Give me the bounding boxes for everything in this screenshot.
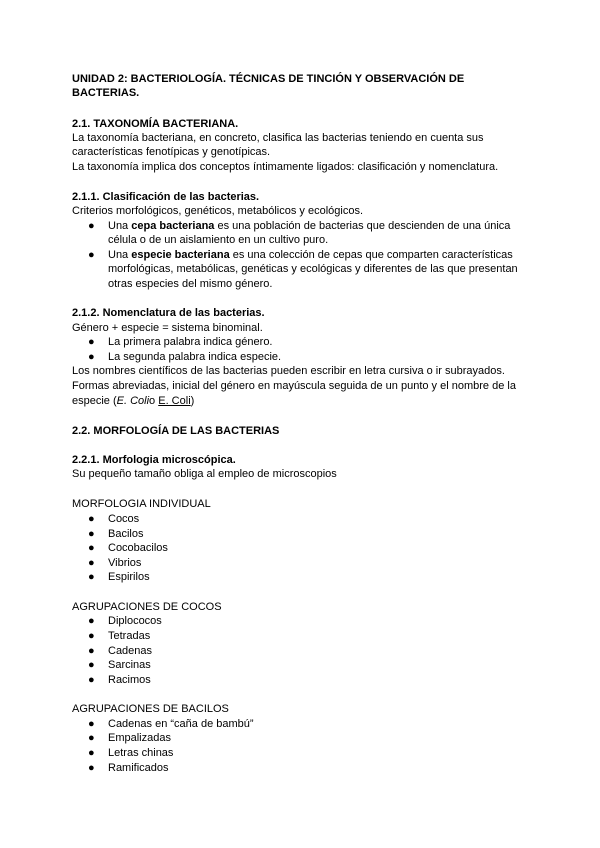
- bullet-icon: ●: [88, 571, 95, 583]
- bullet-icon: ●: [88, 351, 95, 363]
- bullet-icon: ●: [88, 542, 95, 554]
- s212-paragraph-line-2: Formas abreviadas, inicial del género en mayúscula seguida de un punto y el nombre de la: [72, 380, 516, 392]
- list-item: Empalizadas: [108, 732, 171, 744]
- bullet-icon: ●: [88, 249, 95, 261]
- s212-paragraph-line-1: Los nombres científicos de las bacterias pueden escribir en letra cursiva o ir subrayados.: [72, 365, 505, 377]
- list-item: Cocos: [108, 513, 140, 525]
- bullet-icon: ●: [88, 220, 95, 232]
- s212-intro: Género + especie = sistema binominal.: [72, 322, 263, 334]
- bullet-icon: ●: [88, 513, 95, 525]
- cepa-definition-line-1: Una cepa bacteriana es una población de bacterias que descienden de una única: [108, 220, 511, 232]
- bullet-icon: ●: [88, 747, 95, 759]
- bullet-icon: ●: [88, 732, 95, 744]
- list-item: Cadenas en “caña de bambú”: [108, 718, 254, 730]
- bullet-icon: ●: [88, 762, 95, 774]
- bullet-icon: ●: [88, 674, 95, 686]
- bullet-icon: ●: [88, 630, 95, 642]
- section-2-2-1-heading: 2.2.1. Morfologia microscópica.: [72, 454, 236, 466]
- s21-paragraph-line-2: características fenotípicas y genotípicas.: [72, 146, 271, 158]
- bullet-icon: ●: [88, 336, 95, 348]
- section-2-1-heading: 2.1. TAXONOMÍA BACTERIANA.: [72, 118, 239, 130]
- list-item: Vibrios: [108, 557, 142, 569]
- bullet-icon: ●: [88, 615, 95, 627]
- list-item: Cadenas: [108, 645, 153, 657]
- list-item: Letras chinas: [108, 747, 174, 759]
- bullet-icon: ●: [88, 557, 95, 569]
- list-item: Cocobacilos: [108, 542, 168, 554]
- especie-definition-line-2: morfológicas, metabólicas, genéticas y ecológicas y diferentes de las que presentan: [108, 263, 518, 275]
- cepa-definition-line-2: célula o de un aislamiento en un cultivo puro.: [108, 234, 329, 246]
- agrupaciones-cocos-title: AGRUPACIONES DE COCOS: [72, 601, 222, 613]
- bullet-icon: ●: [88, 528, 95, 540]
- bullet-icon: ●: [88, 718, 95, 730]
- s211-intro: Criterios morfológicos, genéticos, metabólicos y ecológicos.: [72, 205, 364, 217]
- s21-paragraph-line-3: La taxonomía implica dos conceptos íntimamente ligados: clasificación y nomenclatura.: [72, 161, 499, 173]
- s21-paragraph-line-1: La taxonomía bacteriana, en concreto, clasifica las bacterias teniendo en cuenta sus: [72, 132, 484, 144]
- list-item: Bacilos: [108, 528, 144, 540]
- morfologia-individual-title: MORFOLOGIA INDIVIDUAL: [72, 498, 211, 510]
- section-2-1-2-heading: 2.1.2. Nomenclatura de las bacterias.: [72, 307, 265, 319]
- list-item: Sarcinas: [108, 659, 151, 671]
- list-item: Diplococos: [108, 615, 162, 627]
- s212-paragraph-line-3: especie (E. Colio E. Coli): [72, 395, 195, 407]
- list-item: La primera palabra indica género.: [108, 336, 273, 348]
- especie-definition-line-3: otras especies del mismo género.: [108, 278, 273, 290]
- list-item: Espirilos: [108, 571, 150, 583]
- list-item: Tetradas: [108, 630, 151, 642]
- bullet-icon: ●: [88, 645, 95, 657]
- especie-definition-line-1: Una especie bacteriana es una colección de cepas que comparten características: [108, 249, 513, 261]
- list-item: Racimos: [108, 674, 151, 686]
- bullet-icon: ●: [88, 659, 95, 671]
- section-2-1-1-heading: 2.1.1. Clasificación de las bacterias.: [72, 191, 260, 203]
- doc-title-line-2: BACTERIAS.: [72, 87, 140, 99]
- section-2-2-heading: 2.2. MORFOLOGÍA DE LAS BACTERIAS: [72, 425, 280, 437]
- s221-intro: Su pequeño tamaño obliga al empleo de microscopios: [72, 468, 337, 480]
- list-item: Ramificados: [108, 762, 169, 774]
- agrupaciones-bacilos-title: AGRUPACIONES DE BACILOS: [72, 703, 229, 715]
- list-item: La segunda palabra indica especie.: [108, 351, 282, 363]
- doc-title-line-1: UNIDAD 2: BACTERIOLOGÍA. TÉCNICAS DE TINCIÓN Y OBSERVACIÓN DE: [72, 73, 465, 85]
